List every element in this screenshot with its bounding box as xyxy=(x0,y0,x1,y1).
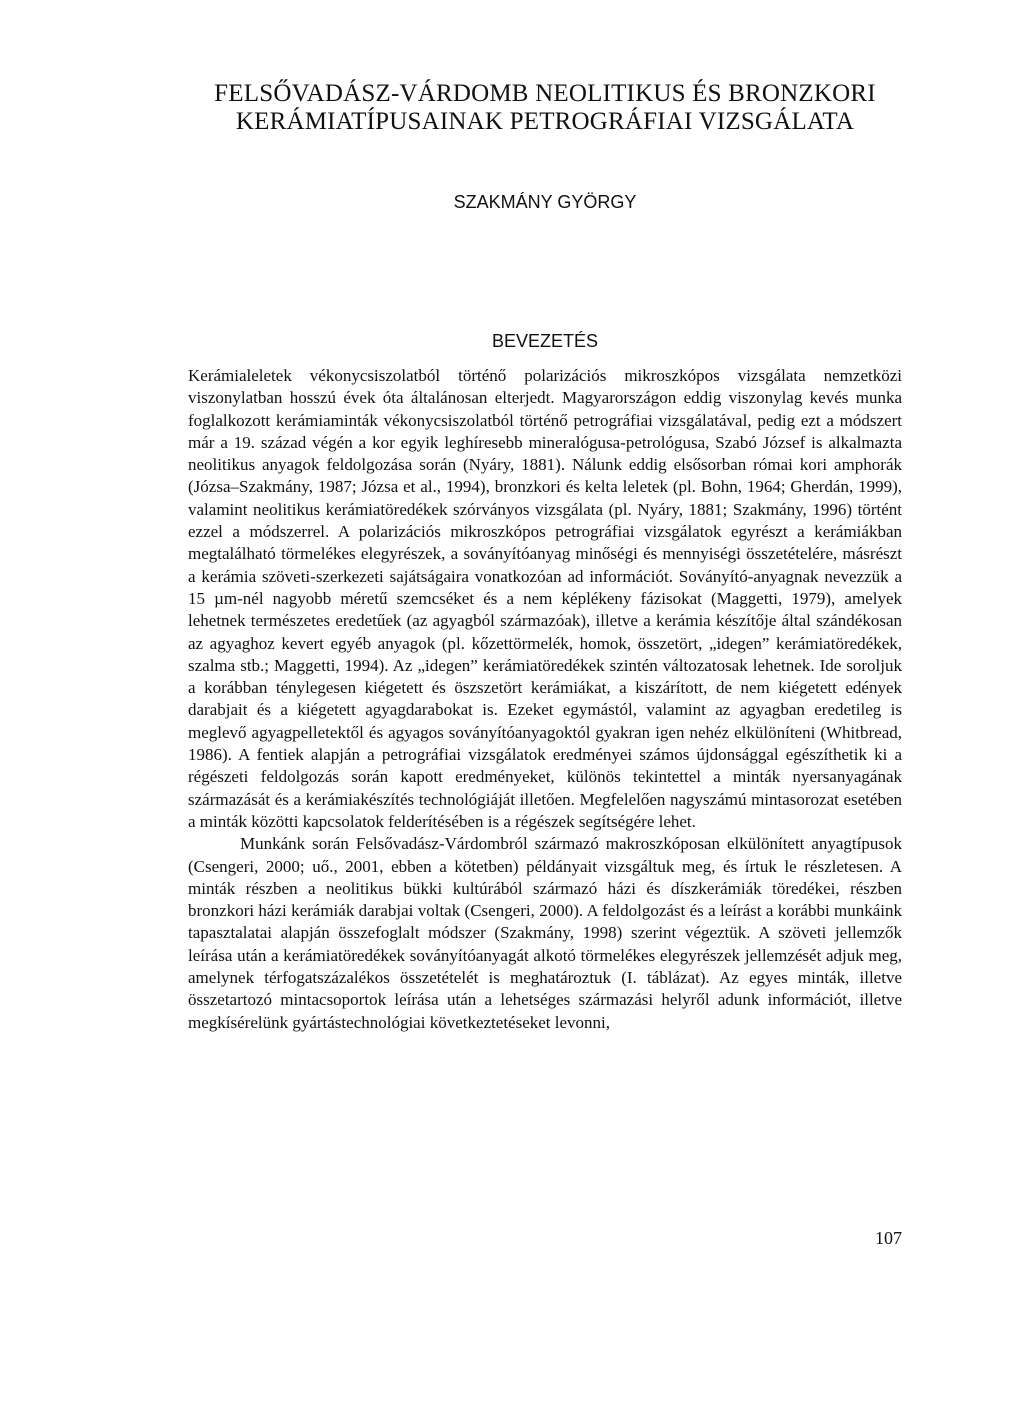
paragraph-1: Kerámialeletek vékonycsiszolatból történő polarizációs mikroszkópos vizsgálata nemzetközi viszonylatban hosszú évek óta általánosan elterjedt. Magyarországon eddig viszonylag kevés munka foglalkozott kerámiaminták vékonycsiszolatból történő petrográfiai vizsgálatával, pedig ezt a módszert már a 19. század végén a kor egyik leghíresebb mineralógusa-petrológusa, Szabó József is alkalmazta neolitikus anyagok feldolgozása során (Nyáry, 1881). Nálunk eddig elsősorban római kori amphorák (Józsa–Szakmány, 1987; Józsa et al., 1994), bronzkori és kelta leletek (pl. Bohn, 1964; Gherdán, 1999), valamint neolitikus kerámiatöredékek szórványos vizsgálata (pl. Nyáry, 1881; Szakmány, 1996) történt ezzel a módszerrel. A polarizációs mikroszkópos petrográfiai vizsgálatok egyrészt a kerámiákban megtalálható törmelékes elegyrészek, a soványítóanyag minőségi és mennyiségi összetételére, másrészt a kerámia szöveti-szerkezeti sajátságaira vonatkozóan ad információt. Soványító-anyagnak nevezzük a 15 µm-nél nagyobb méretű szemcséket és a nem képlékeny fázisokat (Maggetti, 1979), amelyek lehetnek természetes eredetűek (az agyagból származóak), illetve a kerámia készítője által szándékosan az agyaghoz kevert egyéb anyagok (pl. kőzettörmelék, homok, összetört, „idegen” kerámiatöredékek, szalma stb.; Maggetti, 1994). Az „idegen” kerámiatöredékek szintén változatosak lehetnek. Ide soroljuk a korábban ténylegesen kiégetett és öszszetört kerámiákat, a kiszárított, de nem kiégetett edények darabjait és a kiégetett agyagdarabokat is. Ezeket egymástól, valamint az agyagban eredetileg is meglevő agyagpelletektől és agyagos soványítóanyagoktól gyakran igen nehéz elkülöníteni (Whitbread, 1986). A fentiek alapján a petrográfiai vizsgálatok eredményei számos újdonsággal egészíthetik ki a régészeti feldolgozás során kapott eredményeket, különös tekintettel a minták nyersanyagának származását és a kerámiakészítés technológiáját illetően. Megfelelően nagyszámú mintasorozat esetében a minták közötti kapcsolatok felderítésében is a régészek segítségére lehet. xyxy=(188,366,902,831)
page-number: 107 xyxy=(875,1228,902,1248)
paragraph-2: Munkánk során Felsővadász-Várdombról származó makroszkóposan elkülönített anyagtípusok (Csengeri, 2000; uő., 2001, ebben a kötetben) példányait vizsgáltuk meg, és írtuk le részletesen. A minták részben a neolitikus bükki kultúrából származó házi és díszkerámiák töredékei, részben bronzkori házi kerámiák darabjai voltak (Csengeri, 2000). A feldolgozást és a leírást a korábbi munkáink tapasztalatai alapján összefoglalt módszer (Szakmány, 1998) szerint végeztük. A szöveti jellemzők leírása után a kerámiatöredékek soványítóanyagát alkotó törmelékes elegyrészek jellemzését adjuk meg, amelynek térfogatszázalékos összetételét is meghatároztuk (I. táblázat). Az egyes minták, illetve összetartozó mintacsoportok leírása után a lehetséges származási helyről adunk információt, illetve megkísérelünk gyártástechnológiai következtetéseket levonni, xyxy=(188,834,902,1032)
article-title-line-2: KERÁMIATÍPUSAINAK PETROGRÁFIAI VIZSGÁLATA xyxy=(235,108,855,135)
article-title xyxy=(168,80,922,136)
body-text xyxy=(188,365,902,1034)
document-page xyxy=(188,0,902,1420)
section-heading: BEVEZETÉS xyxy=(491,331,599,351)
author-name: SZAKMÁNY GYÖRGY xyxy=(453,192,637,212)
article-title-line-1: FELSŐVADÁSZ-VÁRDOMB NEOLITIKUS ÉS BRONZKORI xyxy=(214,80,876,107)
